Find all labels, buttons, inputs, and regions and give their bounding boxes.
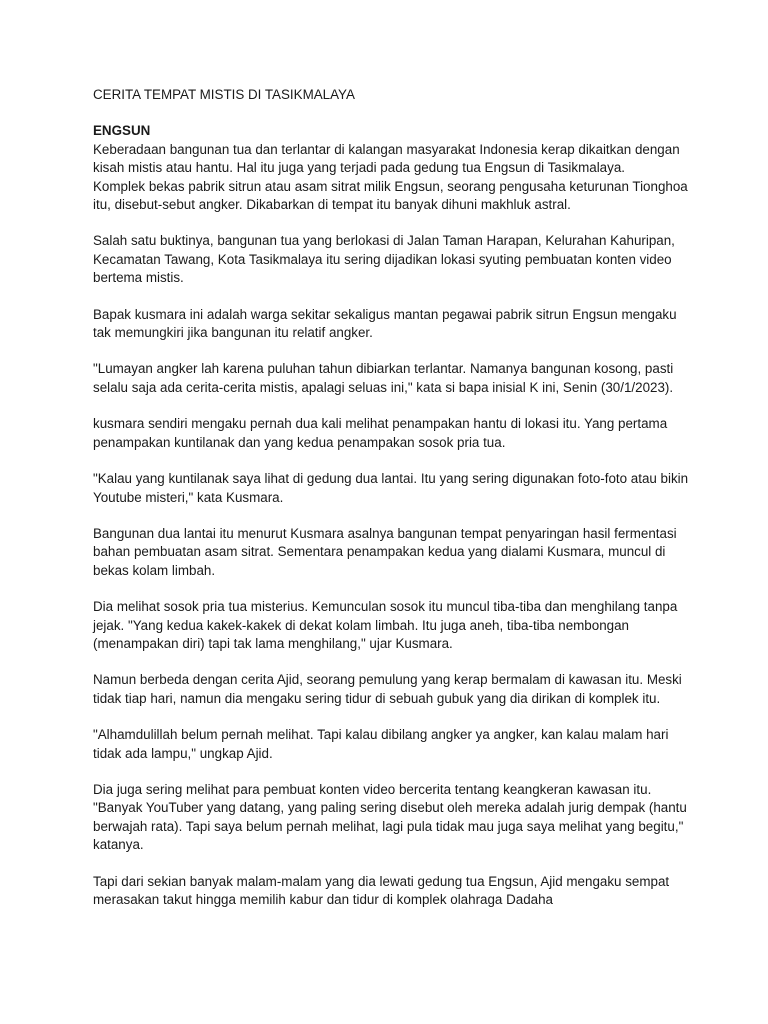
- paragraph: kusmara sendiri mengaku pernah dua kali melihat penampakan hantu di lokasi itu. Yang pertama penampakan kuntilanak dan yang kedua penampakan sosok pria tua.: [93, 416, 668, 450]
- paragraph: "Alhamdulillah belum pernah melihat. Tapi kalau dibilang angker ya angker, kan kalau malam hari tidak ada lampu," ungkap Ajid.: [93, 727, 669, 761]
- paragraph: Bangunan dua lantai itu menurut Kusmara asalnya bangunan tempat penyaringan hasil fermentasi bahan pembuatan asam sitrat. Sementara penampakan kedua yang dialami Kusmara, muncul di bekas kolam limbah.: [93, 525, 677, 578]
- paragraph: Bapak kusmara ini adalah warga sekitar sekaligus mantan pegawai pabrik sitrun Engsun mengaku tak memungkiri jika bangunan itu relatif angker.: [93, 306, 677, 341]
- paragraph: Namun berbeda dengan cerita Ajid, seorang pemulung yang kerap bermalam di kawasan itu. Meski tidak tiap hari, namun dia mengaku sering tidur di sebuah gubuk yang dia dirikan di komplek itu.: [93, 672, 682, 706]
- paragraph: Komplek bekas pabrik sitrun atau asam sitrat milik Engsun, seorang pengusaha keturunan Tionghoa itu, disebut-sebut angker. Dikabarkan di tempat itu banyak dihuni makhluk astral.: [93, 178, 688, 213]
- section-heading: ENGSUN: [93, 123, 151, 139]
- paragraph: Keberadaan bangunan tua dan terlantar di kalangan masyarakat Indonesia kerap dikaitkan dengan kisah mistis atau hantu. Hal itu juga yang terjadi pada gedung tua Engsun di Tasikmalaya.: [93, 141, 680, 176]
- paragraph: "Kalau yang kuntilanak saya lihat di gedung dua lantai. Itu yang sering digunakan foto-foto atau bikin Youtube misteri," kata Kusmara.: [93, 471, 689, 505]
- paragraph: Salah satu buktinya, bangunan tua yang berlokasi di Jalan Taman Harapan, Kelurahan Kahuripan, Kecamatan Tawang, Kota Tasikmalaya itu sering dijadikan lokasi syuting pembuatan konten video bertema mistis.: [93, 233, 675, 286]
- paragraph: "Lumayan angker lah karena puluhan tahun dibiarkan terlantar. Namanya bangunan kosong, pasti selalu saja ada cerita-cerita mistis, apalagi seluas ini," kata si bapa inisial K ini, Senin (30/1/2023).: [93, 361, 674, 395]
- paragraph: Tapi dari sekian banyak malam-malam yang dia lewati gedung tua Engsun, Ajid mengaku sempat merasakan takut hingga memilih kabur dan tidur di komplek olahraga Dadaha: [93, 873, 670, 907]
- paragraph: Dia melihat sosok pria tua misterius. Kemunculan sosok itu muncul tiba-tiba dan menghilang tanpa jejak. "Yang kedua kakek-kakek di dekat kolam limbah. Itu juga aneh, tiba-tiba nembongan (menampakan diri) tapi tak lama menghilang," ujar Kusmara.: [93, 599, 678, 651]
- paragraph: Dia juga sering melihat para pembuat konten video bercerita tentang keangkeran kawasan itu. "Banyak YouTuber yang datang, yang paling sering disebut oleh mereka adalah jurig dempak (hantu berwajah rata). Tapi saya belum pernah melihat, lagi pula tidak mau juga saya melihat yang begitu," katanya.: [93, 781, 687, 853]
- document-page: [93, 86, 693, 909]
- document-title: CERITA TEMPAT MISTIS DI TASIKMALAYA: [93, 87, 355, 102]
